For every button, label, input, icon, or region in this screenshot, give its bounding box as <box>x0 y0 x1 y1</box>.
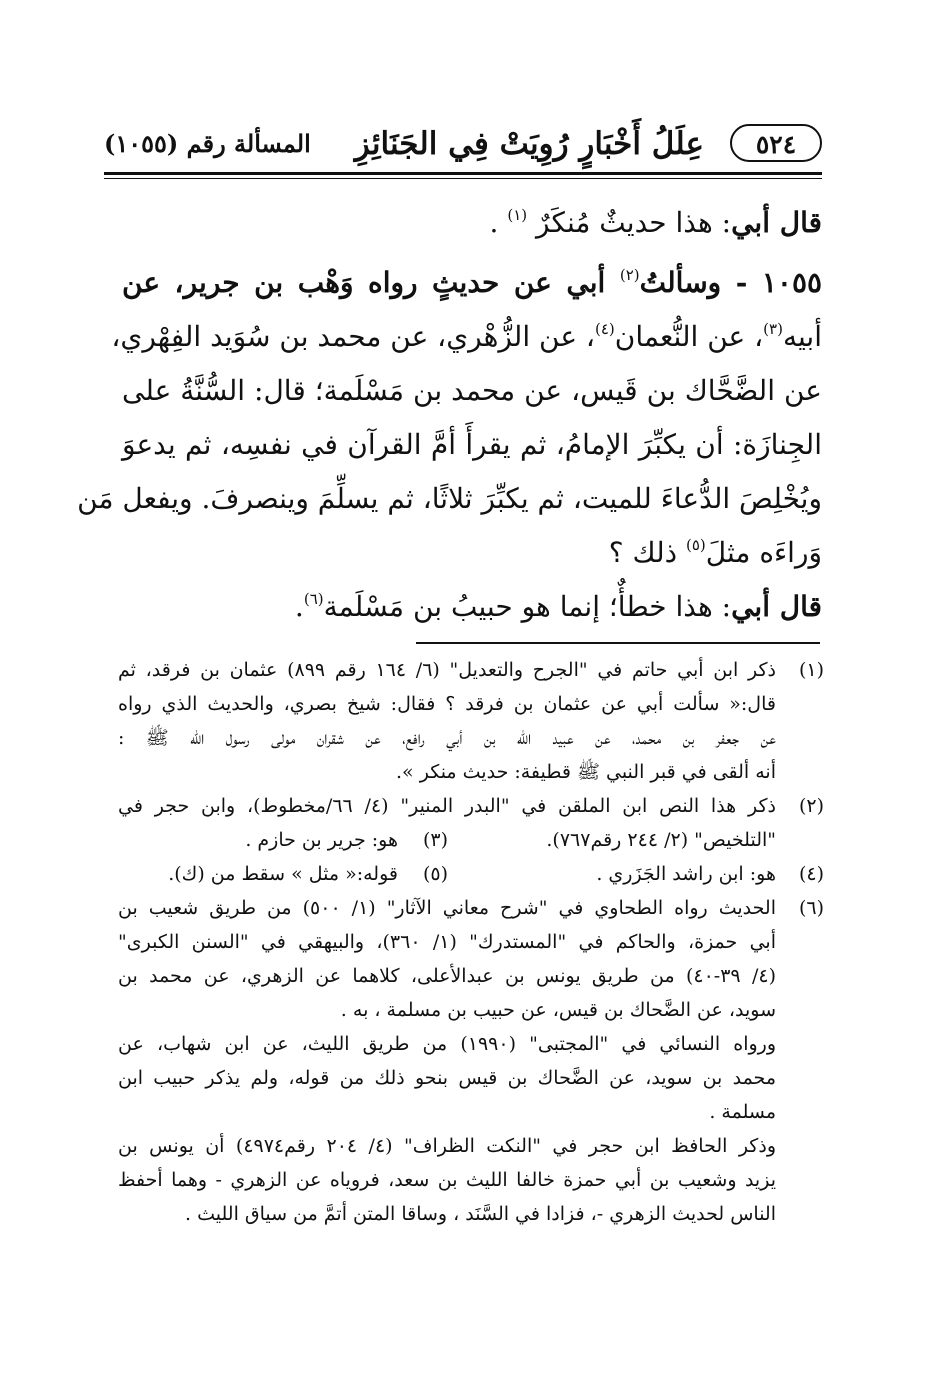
footnote-4: هو: ابن راشد الجَزَري . <box>596 863 776 885</box>
body-line: ويُخْلِصَ الدُّعاءَ للميت، ثم يكبِّرَ ثلاثًا، ثم يسلِّمَ وينصرفَ. ويفعل مَن <box>77 482 822 515</box>
footnotes <box>118 653 824 1231</box>
footnote-ref: (٢) <box>619 266 640 284</box>
footnote-number: (٥) <box>422 863 448 885</box>
footnote-number: (٣) <box>422 829 448 851</box>
header-rule-thin <box>104 178 822 179</box>
body-line: عن الضَّحَّاك بن قَيس، عن محمد بن مَسْلَمة؛ قال: السُّنَّةُ على <box>122 374 822 407</box>
header-rule-thick <box>104 172 822 175</box>
body-line: قال أبي: هذا حديثٌ مُنكَرٌ $^{(١)}$ . <box>489 206 822 239</box>
footnote-number: (٦) <box>798 897 824 919</box>
page-number: ٥٢٤ <box>730 124 822 162</box>
body-line: أبيه$^{(٣)}$، عن النُّعمان$^{(٤)}$، عن الزُّهْري، عن محمد بن سُوَيد الفِهْري، <box>111 320 822 353</box>
footnote-row-2-3: "التلخيص" (٢/ ٢٤٤ رقم٧٦٧). (٣) هو: جرير بن حازم . <box>118 823 824 857</box>
footnote-2: (٢) ذكر هذا النص ابن الملقن في "البدر المنير" (٤/ ٦٦/مخطوط)، وابن حجر في <box>118 789 824 823</box>
footnote-number: (٢) <box>798 795 824 817</box>
footnote-6-paragraph-3: وذكر الحافظ ابن حجر في "النكت الظراف" (٤/ ٢٠٤ رقم٤٩٧٤) أن يونس بن يزيد وشعيب بن أبي حمزة خالفا الليث بن سعد، فروياه عن الزهري - وهما أحفظ الناس لحديث الزهري -، فزادا في السَّنَد ، وساقا المتن أتمَّ من سياق الليث . <box>118 1135 776 1225</box>
footnote-6-paragraph-2: ورواه النسائي في "المجتبى" (١٩٩٠) من طريق الليث، عن ابن شهاب، عن محمد بن سويد، عن الضَّحاك بن قيس بنحو ذلك من قوله، ولم يذكر حبيب ابن مسلمة . <box>118 1033 776 1123</box>
body-line: وَراءَه مثلَ$^{(٥)}$ ذلك ؟ <box>608 536 822 569</box>
footnote-number: (٤) <box>798 863 824 885</box>
book-title: عِلَلُ أَخْبَارٍ رُوِيَتْ فِي الجَنَائِزِ <box>354 126 704 162</box>
footnote-1: (١) ذكر ابن أبي حاتم في "الجرح والتعديل" (٦/ ١٦٤ رقم ٨٩٩) عثمان بن فرقد، ثم قال:« سألت أبي عن عثمان بن فرقد ؟ فقال: شيخ بصري، والحديث الذي رواه عن جعفر بن محمد، عن عبيد الله بن أبي رافع، عن شقران مولى رسول الله ﷺ : أنه ألقى في قبر النبي ﷺ قطيفة: حديث منكر ». <box>118 653 824 789</box>
question-number: ١٠٥٥ - وسألتُ <box>639 266 823 299</box>
footnote-ref: (٦) <box>303 590 324 608</box>
footnote-ref: (٥) <box>686 536 706 554</box>
footnote-number: (١) <box>798 659 824 681</box>
footnote-5: قوله:« مثل » سقط من (ك). <box>168 863 398 885</box>
main-text <box>77 196 823 634</box>
footnote-ref: (٣) <box>763 320 783 338</box>
body-line: الجِنازَة: أن يكبِّرَ الإمامُ، ثم يقرأَ أمَّ القرآن في نفسِه، ثم يدعوَ <box>122 428 822 461</box>
footnote-3: هو: جرير بن حازم . <box>245 829 398 851</box>
running-header <box>104 122 822 174</box>
footnote-6: (٦) الحديث رواه الطحاوي في "شرح معاني الآثار" (١/ ٥٠٠) من طريق شعيب بن أبي حمزة، والحاكم في "المستدرك" (١/ ٣٦٠)، والبيهقي في "السنن الكبرى" (٤/ ٣٩-٤٠) من طريق يونس بن عبدالأعلى، كلاهما عن الزهري، عن محمد بن سويد، عن الضَّحاك بن قيس، عن حبيب بن مسلمة ، به . <box>118 891 824 1027</box>
body-line: قال أبي: هذا خطأٌ؛ إنما هو حبيبُ بن مَسْلَمة$^{(٦)}$. <box>294 590 822 623</box>
footnote-row-4-5 <box>118 857 824 891</box>
body-line: ١٠٥٥ - وسألتُ$^{(٢)}$ أبي عن حديثٍ رواه وَهْب بن جرير، عن <box>122 266 823 299</box>
footnote-separator <box>416 642 820 644</box>
issue-number-label: المسألة رقم (١٠٥٥) <box>104 129 311 158</box>
footnote-ref: (٤) <box>594 320 615 338</box>
footnote-ref: (١) <box>507 206 528 224</box>
